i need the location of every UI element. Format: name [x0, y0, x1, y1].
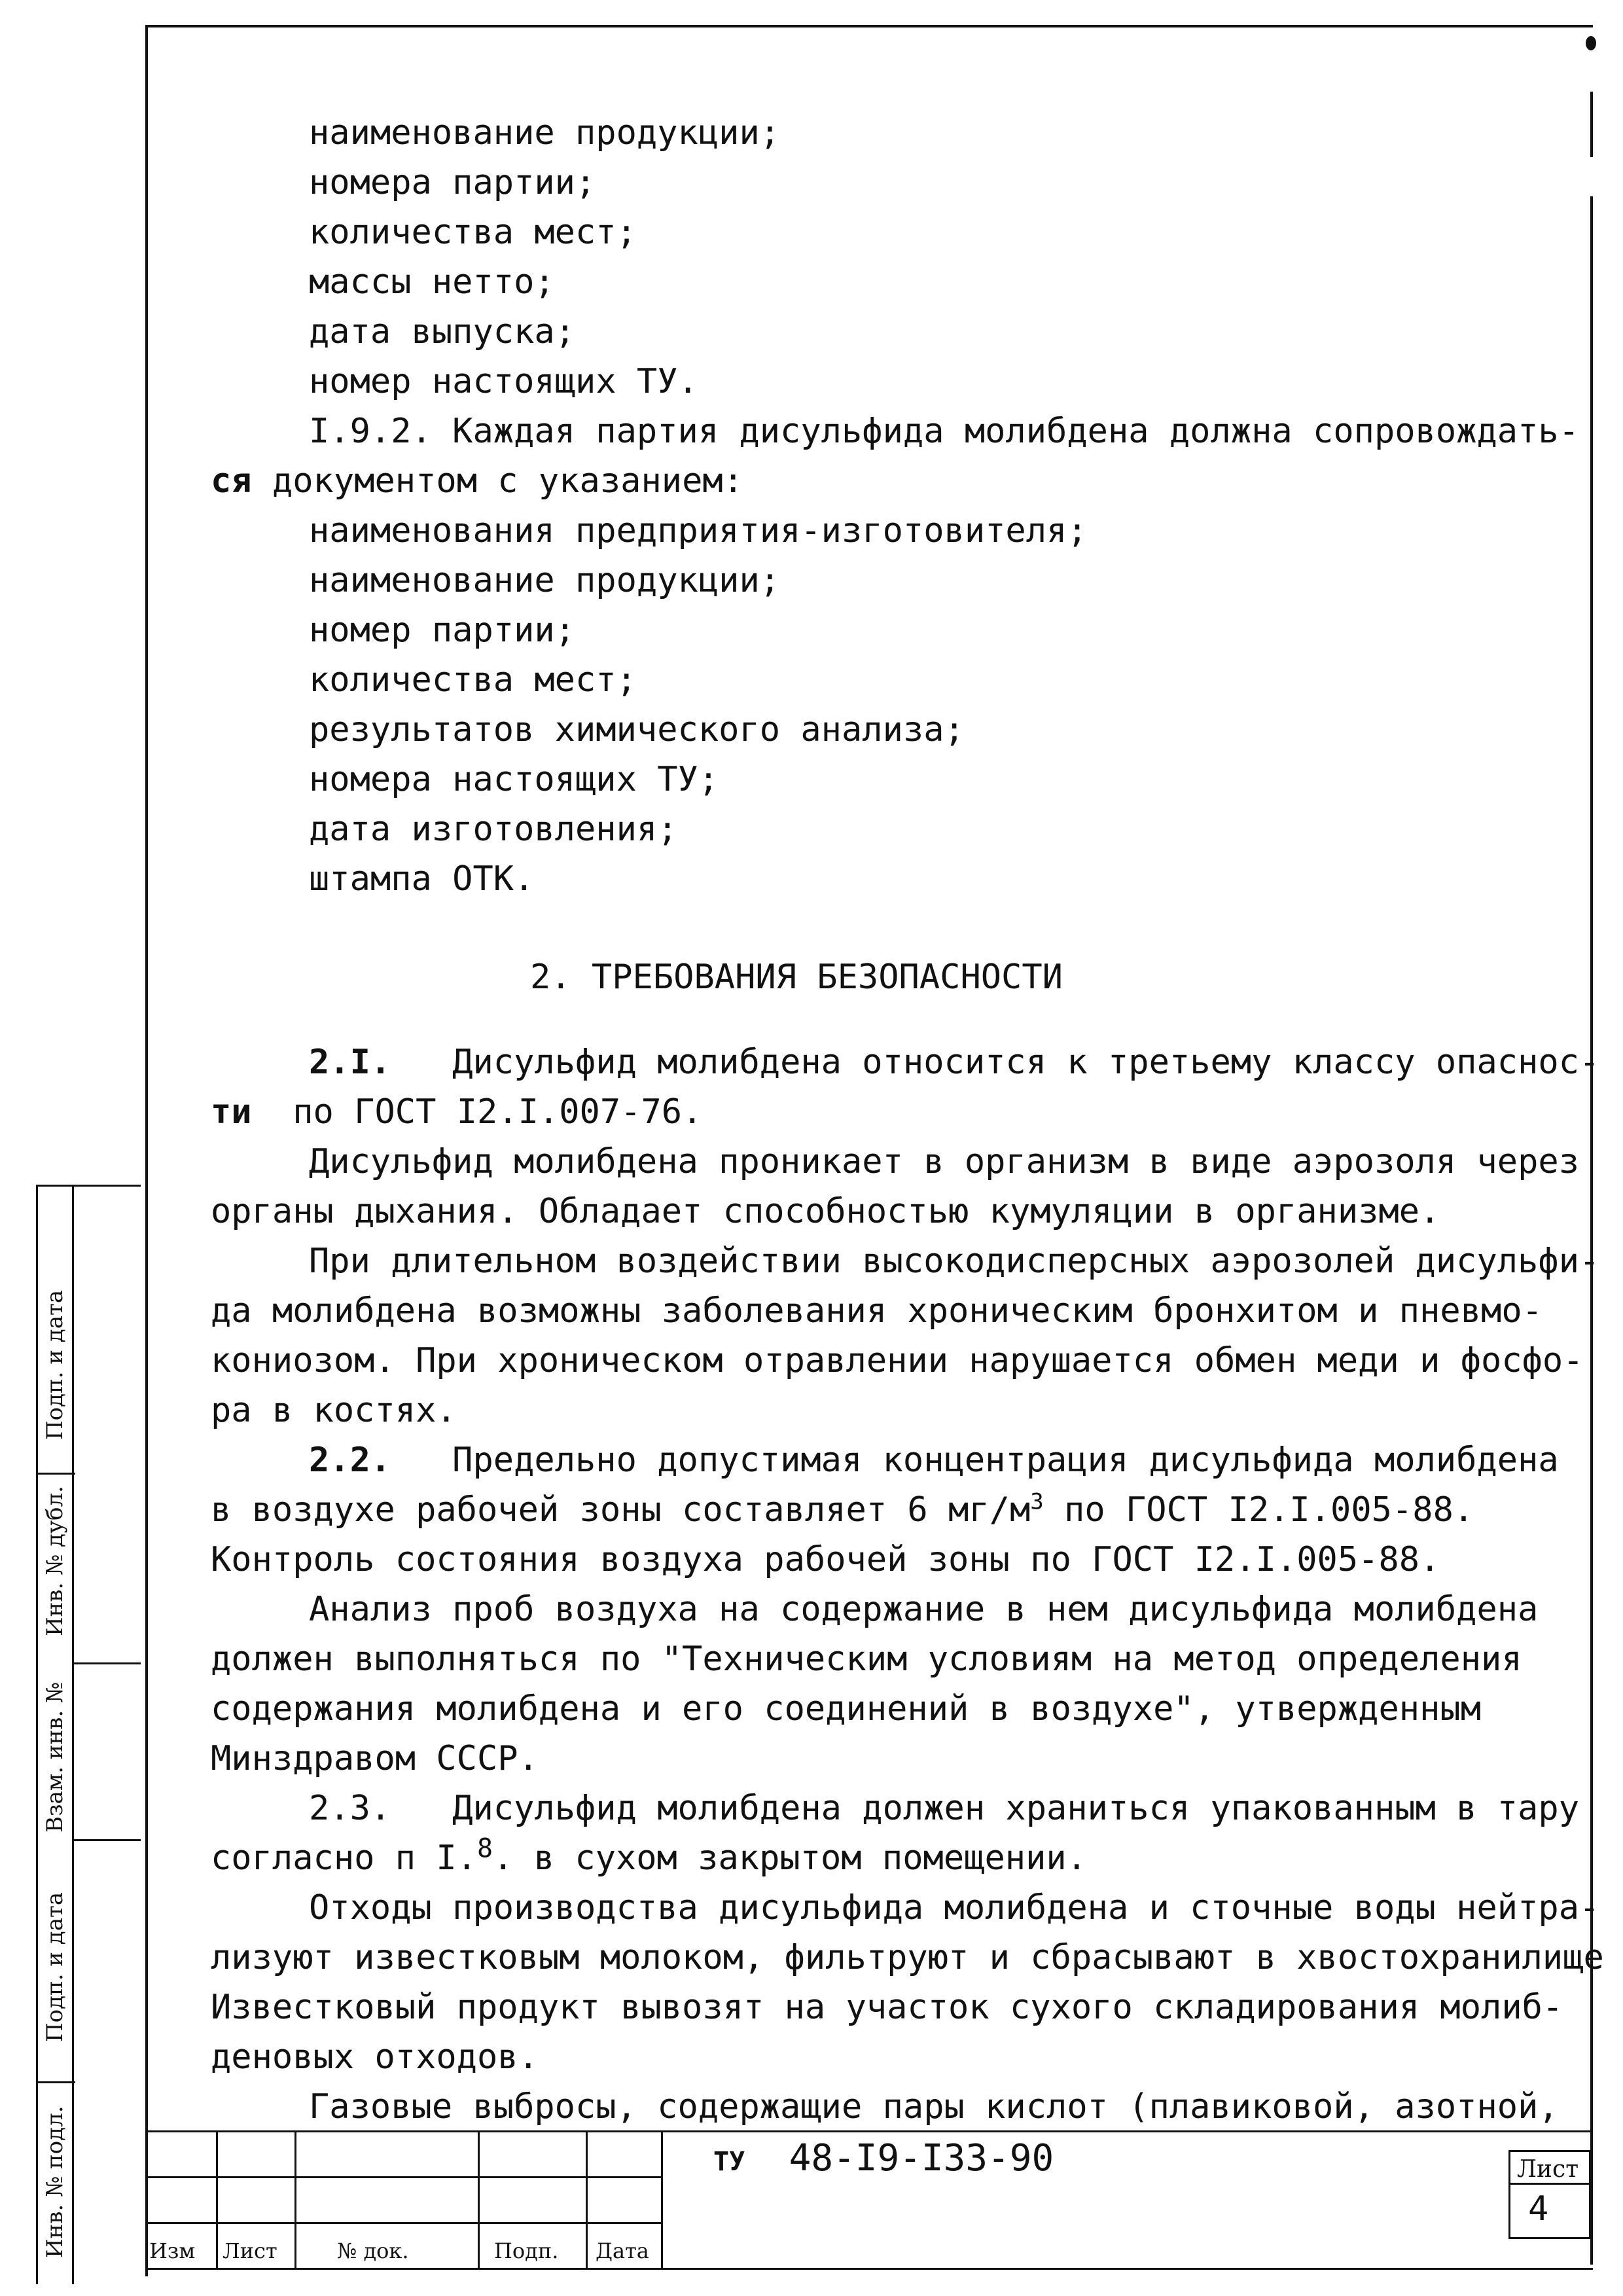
- body-line: лизуют известковым молоком, фильтруют и сбрасывают в хвостохранилище: [211, 1938, 1604, 1977]
- podp-i-data-label: Подп. и дата: [42, 1289, 68, 1440]
- bold-fragment: ти: [211, 1092, 252, 1132]
- strip-left-line: [36, 1185, 38, 2284]
- body-line: дата изготовления;: [309, 810, 678, 849]
- body-line: Минздравом СССР.: [211, 1739, 539, 1778]
- vzam-inv-label: Взам. инв. №: [42, 1681, 68, 1833]
- clause-number: 2.3.: [309, 1789, 391, 1828]
- strip-divider: [36, 2081, 75, 2083]
- code-prefix: ТУ: [713, 2147, 745, 2177]
- title-block-col-line: [661, 2130, 663, 2270]
- body-line-text: Дисульфид молибдена относится к третьему классу опаснос-: [452, 1043, 1600, 1082]
- strip-top-line: [36, 1185, 141, 1187]
- code-number: 48-I9-I33-90: [789, 2137, 1054, 2179]
- title-block-col-line: [216, 2130, 218, 2270]
- inv-podl-label: Инв. № подл.: [42, 2106, 68, 2258]
- body-line: Известковый продукт вывозят на участок сухого складирования молиб-: [211, 1988, 1563, 2027]
- body-line-text: документом с указанием:: [272, 461, 743, 501]
- binding-strip: [36, 1185, 141, 2284]
- strip-divider: [72, 1662, 141, 1664]
- document-code: [713, 2137, 1054, 2179]
- clause-number: 2.2.: [309, 1441, 391, 1480]
- col-data-label: Дата: [596, 2238, 649, 2263]
- body-line: количества мест;: [309, 660, 637, 700]
- body-line: да молибдена возможны заболевания хроническим бронхитом и пневмо-: [211, 1291, 1543, 1331]
- title-block-col-line: [294, 2130, 296, 2270]
- title-block-col-line: [586, 2130, 588, 2270]
- col-list-label: Лист: [223, 2238, 277, 2263]
- sheet-label: Лист: [1517, 2156, 1579, 2183]
- body-line: органы дыхания. Обладает способностью кумуляции в организме.: [211, 1192, 1440, 1231]
- body-line: кониозом. При хроническом отравлении нарушается обмен меди и фосфо-: [211, 1341, 1584, 1380]
- strip-divider: [72, 1839, 141, 1841]
- body-line-text: . в сухом закрытом помещении.: [493, 1839, 1087, 1878]
- col-doc-label: № док.: [337, 2238, 409, 2263]
- body-line: ра в костях.: [211, 1391, 457, 1430]
- body-line: деновых отходов.: [211, 2037, 539, 2077]
- frame-right-border-upper: [1590, 92, 1593, 157]
- body-line-with-superscript: [211, 1485, 1474, 1535]
- body-line: номер партии;: [309, 611, 575, 650]
- body-line: Контроль состояния воздуха рабочей зоны по ГОСТ I2.I.005-88.: [211, 1540, 1440, 1579]
- section-heading: 2. ТРЕБОВАНИЯ БЕЗОПАСНОСТИ: [530, 958, 1063, 997]
- clause-2-3: [309, 1784, 1579, 1833]
- body-line: дата выпуска;: [309, 312, 575, 351]
- body-line-text: согласно п I.: [211, 1839, 477, 1878]
- strip-mid-line: [72, 1185, 74, 2284]
- col-podp-label: Подп.: [494, 2238, 559, 2263]
- body-line: Газовые выбросы, содержащие пары кислот (плавиковой, азотной,: [309, 2087, 1559, 2126]
- clause-2-1: [309, 1037, 1599, 1087]
- body-line-text: Предельно допустимая концентрация дисульфида молибдена: [452, 1441, 1559, 1480]
- frame-left-border: [145, 25, 148, 2276]
- clause-number: 2.I.: [309, 1043, 391, 1082]
- body-line: массы нетто;: [309, 262, 555, 302]
- body-line: результатов химического анализа;: [309, 710, 965, 749]
- bold-fragment: ся: [211, 461, 252, 501]
- body-line-text: по ГОСТ I2.I.007-76.: [293, 1092, 703, 1132]
- body-line-continuation: [211, 1087, 702, 1137]
- superscript: 8: [477, 1833, 493, 1864]
- podp-i-data-label: Подп. и дата: [42, 1892, 68, 2042]
- body-line-with-superscript: [211, 1833, 1087, 1883]
- body-line: количества мест;: [309, 213, 637, 252]
- body-line: штампа ОТК.: [309, 859, 535, 899]
- sheet-number: 4: [1528, 2189, 1549, 2229]
- body-line: должен выполняться по "Техническим условиям на метод определения: [211, 1640, 1522, 1679]
- body-line: номера партии;: [309, 163, 596, 202]
- body-line: номера настоящих ТУ;: [309, 760, 719, 799]
- inv-dubl-label: Инв. № дубл.: [42, 1486, 68, 1636]
- body-line: номер настоящих ТУ.: [309, 362, 698, 401]
- title-block-row-line: [145, 2222, 662, 2224]
- clause-2-2: [309, 1435, 1559, 1485]
- body-line-continuation: [211, 456, 743, 506]
- sheet-box-divider: [1508, 2183, 1591, 2185]
- body-line-text: в воздухе рабочей зоны составляет 6 мг/м: [211, 1490, 1031, 1530]
- body-line: наименование продукции;: [309, 561, 781, 600]
- body-line: наименования предприятия-изготовителя;: [309, 511, 1088, 550]
- body-line: Анализ проб воздуха на содержание в нем дисульфида молибдена: [309, 1590, 1539, 1629]
- strip-divider: [36, 1473, 75, 1475]
- body-line: При длительном воздействии высокодисперсных аэрозолей дисульфи-: [309, 1242, 1600, 1281]
- title-block-row-line: [145, 2176, 662, 2178]
- body-line: Отходы производства дисульфида молибдена и сточные воды нейтра-: [309, 1888, 1600, 1928]
- frame-top-border: [145, 25, 1593, 27]
- superscript: 3: [1030, 1488, 1044, 1515]
- title-block-col-line: [478, 2130, 480, 2270]
- body-line-text: Дисульфид молибдена должен храниться упакованным в тару: [452, 1789, 1580, 1828]
- body-line: Дисульфид молибдена проникает в организм в виде аэрозоля через: [309, 1142, 1580, 1181]
- col-izm-label: Изм: [149, 2238, 196, 2263]
- clause-1-9-2: I.9.2. Каждая партия дисульфида молибдена должна сопровождать-: [309, 412, 1580, 451]
- body-line: наименование продукции;: [309, 113, 781, 152]
- body-line-text: по ГОСТ I2.I.005-88.: [1043, 1490, 1474, 1530]
- punch-hole-mark: [1586, 36, 1596, 50]
- body-line: содержания молибдена и его соединений в воздухе", утвержденным: [211, 1689, 1482, 1729]
- title-block-top-line: [145, 2130, 1593, 2132]
- title-block-bottom-line: [145, 2268, 1593, 2270]
